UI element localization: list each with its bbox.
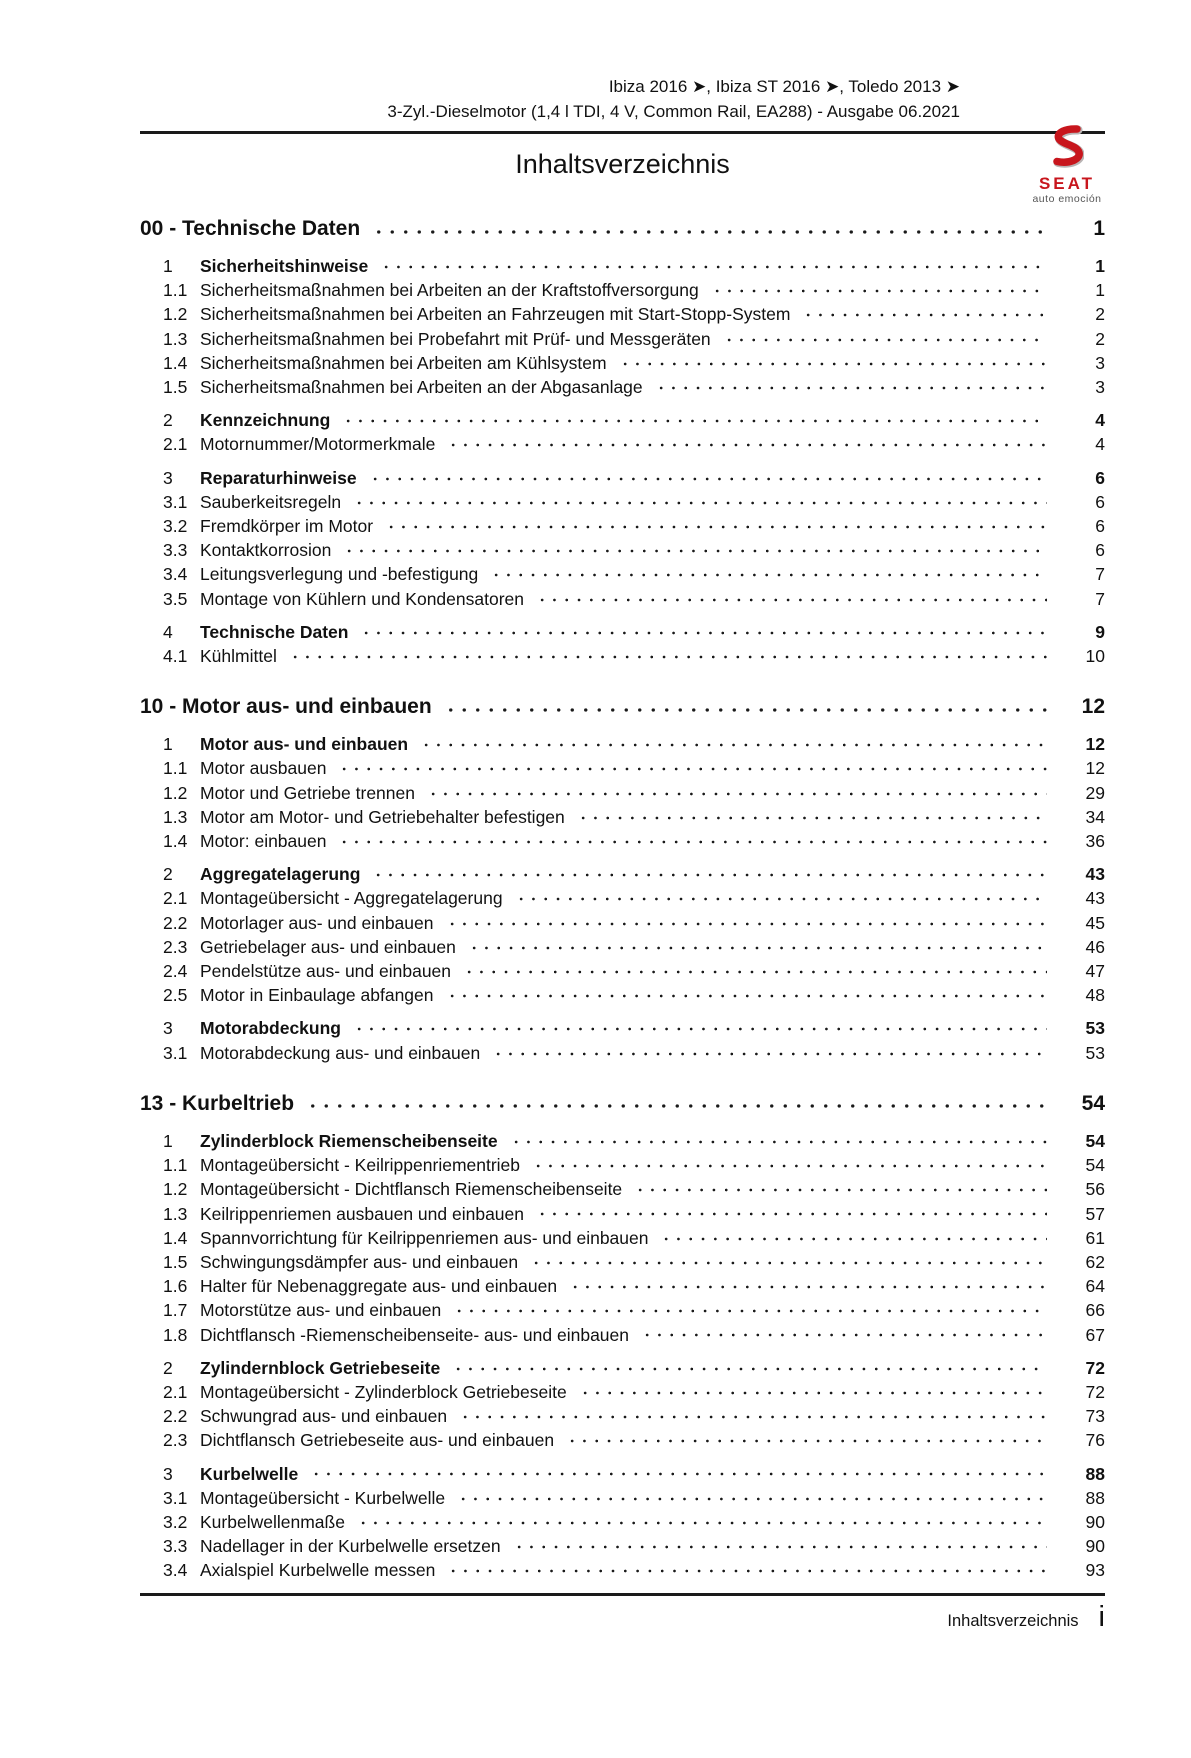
toc-entry-row[interactable] [140,644,1105,668]
dot-leader [338,756,1047,780]
toc-entry-title: Dichtflansch -Riemenscheibenseite- aus- und einbauen [200,1324,629,1345]
dot-leader [444,690,1047,723]
toc-entry-page: 7 [1095,588,1105,609]
toc-entry-page: 73 [1085,1406,1105,1427]
toc-entry-page: 10 [1085,646,1105,667]
toc-entry-page: 4 [1095,434,1105,455]
dot-leader [353,1016,1047,1040]
toc-entry-title: Montageübersicht - Kurbelwelle [200,1487,446,1508]
toc-entry-number: 1.2 [163,1179,188,1200]
toc-entry-row[interactable] [140,1177,1105,1201]
toc-entry-title: Spannvorrichtung für Keilrippenriemen aus- und einbauen [200,1227,649,1248]
toc-entry-number: 1.8 [163,1324,188,1345]
toc-entry-title: Motor: einbauen [200,831,327,852]
toc-entry-number: 3 [163,1463,173,1484]
dot-leader [369,466,1047,490]
dot-leader [515,886,1047,910]
toc-entry-number: 3.5 [163,588,188,609]
toc-list [140,212,1105,1583]
toc-entry-page: 7 [1095,564,1105,585]
toc-entry-number: 3.3 [163,540,188,561]
dot-leader [513,1534,1047,1558]
toc-entry-number: 3 [163,467,173,488]
toc-entry-row[interactable] [140,1380,1105,1404]
dot-leader [447,1558,1047,1582]
dot-leader [532,1153,1047,1177]
dot-leader [380,254,1047,278]
toc-entry-number: 1 [163,1130,173,1151]
dot-leader [655,375,1047,399]
dot-leader [385,514,1047,538]
toc-entry-title: Montageübersicht - Dichtflansch Riemenscheibenseite [200,1179,623,1200]
toc-entry-title: Zylindernblock Getriebeseite [200,1357,441,1378]
toc-entry-row[interactable] [140,562,1105,586]
dot-leader [447,432,1047,456]
toc-entry-page: 57 [1085,1203,1105,1224]
toc-entry-title: Schwingungsdämpfer aus- und einbauen [200,1251,519,1272]
toc-entry-title: 10 - Motor aus- und einbauen [140,695,432,719]
toc-entry-page: 56 [1085,1179,1105,1200]
dot-leader [468,935,1047,959]
toc-entry-page: 45 [1085,912,1105,933]
toc-entry-row[interactable] [140,1298,1105,1322]
dot-leader [510,1129,1047,1153]
toc-entry-page: 88 [1085,1487,1105,1508]
toc-entry-row[interactable] [140,375,1105,399]
toc-entry-title: Sicherheitsmaßnahmen bei Arbeiten an der Kraftstoffversorgung [200,280,699,301]
toc-entry-number: 1.1 [163,758,188,779]
dot-leader [446,983,1047,1007]
toc-entry-number: 1.5 [163,1251,188,1272]
toc-entry-title: Motor ausbauen [200,758,327,779]
toc-entry-number: 4 [163,621,173,642]
toc-entry-row[interactable] [140,983,1105,1007]
toc-entry-row[interactable] [140,538,1105,562]
toc-entry-page: 3 [1095,352,1105,373]
dot-leader [530,1250,1047,1274]
toc-entry-page: 36 [1085,831,1105,852]
toc-entry-page: 29 [1085,782,1105,803]
dot-leader [306,1087,1047,1120]
dot-leader [459,1404,1047,1428]
toc-entry-page: 72 [1085,1357,1105,1378]
toc-entry-row[interactable] [140,732,1105,756]
seat-s-emblem-icon [1050,124,1084,170]
toc-entry-page: 93 [1085,1560,1105,1581]
toc-entry-page: 53 [1085,1042,1105,1063]
dot-leader [343,538,1047,562]
toc-entry-number: 2.2 [163,1406,188,1427]
toc-entry-title: Nadellager in der Kurbelwelle ersetzen [200,1536,501,1557]
toc-entry-row[interactable] [140,1016,1105,1040]
dot-leader [492,1041,1047,1065]
footer-divider [140,1593,1105,1596]
toc-entry-title: Halter für Nebenaggregate aus- und einbauen [200,1276,558,1297]
header-divider [140,131,1105,134]
toc-entry-title: Kennzeichnung [200,410,331,431]
toc-entry-row[interactable] [140,1226,1105,1250]
toc-entry-page: 64 [1085,1276,1105,1297]
toc-entry-title: Pendelstütze aus- und einbauen [200,961,452,982]
toc-entry-title: Kurbelwellenmaße [200,1511,345,1532]
toc-entry-page: 12 [1085,758,1105,779]
toc-entry-row[interactable] [140,886,1105,910]
dot-leader [372,212,1047,245]
toc-entry-title: Sicherheitsmaßnahmen bei Probefahrt mit Prüf- und Messgeräten [200,328,711,349]
toc-entry-number: 3.3 [163,1536,188,1557]
dot-leader [723,327,1047,351]
toc-entry-title: 00 - Technische Daten [140,217,361,240]
toc-entry-row[interactable] [140,1041,1105,1065]
seat-logo [1025,124,1109,205]
toc-entry-number: 3 [163,1018,173,1039]
toc-entry-page: 1 [1095,256,1105,276]
toc-entry-row[interactable] [140,278,1105,302]
toc-entry-row[interactable] [140,327,1105,351]
toc-entry-row[interactable] [140,1202,1105,1226]
toc-entry-title: Fremdkörper im Motor [200,516,374,537]
toc-entry-row[interactable] [140,911,1105,935]
toc-entry-title: Kurbelwelle [200,1463,299,1484]
toc-entry-row[interactable] [140,959,1105,983]
toc-entry-row[interactable] [140,1510,1105,1534]
dot-leader [357,1510,1047,1534]
toc-entry-title: 13 - Kurbeltrieb [140,1091,295,1115]
toc-entry-title: Reparaturhinweise [200,467,357,488]
dot-leader [452,1356,1047,1380]
toc-entry-page: 48 [1085,985,1105,1006]
toc-entry-page: 76 [1085,1430,1105,1451]
toc-entry-number: 3.1 [163,1487,188,1508]
toc-entry-row[interactable] [140,756,1105,780]
footer-section-label: Inhaltsverzeichnis [947,1611,1079,1630]
toc-entry-row[interactable] [140,805,1105,829]
footer-page-number: i [1098,1600,1105,1633]
dot-leader [536,587,1047,611]
toc-entry-number: 2 [163,864,173,885]
toc-entry-row[interactable] [140,1129,1105,1153]
toc-entry-number: 1.3 [163,328,188,349]
toc-entry-page: 67 [1085,1324,1105,1345]
toc-entry-page: 34 [1085,806,1105,827]
seat-logo-tagline: auto emoción [1032,193,1102,205]
toc-entry-row[interactable] [140,302,1105,326]
dot-leader [802,302,1047,326]
dot-leader [660,1226,1047,1250]
toc-entry-title: Kühlmittel [200,646,277,667]
toc-entry-page: 6 [1095,467,1105,488]
toc-entry-title: Montageübersicht - Keilrippenriementrieb [200,1155,521,1176]
toc-entry-page: 1 [1095,280,1105,301]
toc-entry-title: Motor in Einbaulage abfangen [200,985,434,1006]
dot-leader [457,1486,1047,1510]
toc-entry-row[interactable] [140,620,1105,644]
toc-entry-row[interactable] [140,1462,1105,1486]
dot-leader [453,1298,1047,1322]
toc-entry-title: Sauberkeitsregeln [200,491,342,512]
toc-entry-title: Motor und Getriebe trennen [200,782,415,803]
toc-entry-row[interactable] [140,1486,1105,1510]
dot-leader [490,562,1047,586]
toc-entry-number: 3.4 [163,564,188,585]
dot-leader [569,1274,1047,1298]
toc-entry-page: 6 [1095,516,1105,537]
toc-entry-row[interactable] [140,829,1105,853]
toc-entry-page: 1 [1093,217,1105,240]
toc-entry-page: 90 [1085,1536,1105,1557]
document-footer [140,1602,1105,1632]
toc-entry-title: Sicherheitsmaßnahmen bei Arbeiten an Fahrzeugen mit Start-Stopp-System [200,304,791,325]
toc-entry-row[interactable] [140,1323,1105,1347]
toc-entry-page: 2 [1095,328,1105,349]
dot-leader [427,781,1047,805]
toc-entry-row[interactable] [140,466,1105,490]
toc-entry-number: 1.5 [163,377,188,398]
toc-entry-row[interactable] [140,862,1105,886]
toc-entry-row[interactable] [140,254,1105,278]
dot-leader [360,620,1047,644]
toc-entry-title: Leitungsverlegung und -befestigung [200,564,479,585]
toc-entry-number: 2 [163,1357,173,1378]
toc-entry-title: Getriebelager aus- und einbauen [200,936,456,957]
toc-entry-number: 1.3 [163,1203,188,1224]
toc-entry-number: 2 [163,410,173,431]
toc-entry-page: 4 [1095,410,1105,431]
toc-entry-number: 1.7 [163,1300,188,1321]
toc-entry-page: 66 [1085,1300,1105,1321]
toc-entry-number: 2.2 [163,912,188,933]
toc-entry-number: 1.4 [163,352,188,373]
toc-entry-number: 1 [163,256,173,276]
toc-entry-number: 1.1 [163,1155,188,1176]
dot-leader [711,278,1047,302]
toc-entry-number: 2.4 [163,961,188,982]
toc-entry-page: 72 [1085,1381,1105,1402]
toc-entry-row[interactable] [140,1534,1105,1558]
toc-entry-row[interactable] [140,781,1105,805]
toc-entry-title: Motornummer/Motormerkmale [200,434,436,455]
toc-entry-title: Motor am Motor- und Getriebehalter befestigen [200,806,565,827]
toc-entry-number: 3.2 [163,1511,188,1532]
toc-entry-row[interactable] [140,514,1105,538]
page-title: Inhaltsverzeichnis [515,149,730,179]
toc-entry-page: 47 [1085,961,1105,982]
toc-entry-row[interactable] [140,1558,1105,1582]
toc-entry-row[interactable] [140,1404,1105,1428]
toc-entry-title: Motorlager aus- und einbauen [200,912,434,933]
dot-leader [577,805,1047,829]
toc-entry-number: 1.3 [163,806,188,827]
toc-entry-number: 1.2 [163,782,188,803]
toc-entry-title: Motorabdeckung aus- und einbauen [200,1042,481,1063]
toc-entry-page: 90 [1085,1511,1105,1532]
toc-entry-number: 1 [163,734,173,755]
toc-entry-row[interactable] [140,587,1105,611]
toc-entry-title: Montageübersicht - Aggregatelagerung [200,888,503,909]
toc-entry-number: 2.3 [163,1430,188,1451]
toc-entry-number: 1.6 [163,1276,188,1297]
toc-entry-number: 2.5 [163,985,188,1006]
dot-leader [372,862,1047,886]
toc-entry-number: 2.1 [163,888,188,909]
toc-entry-title: Montage von Kühlern und Kondensatoren [200,588,524,609]
toc-entry-row[interactable] [140,935,1105,959]
toc-entry-number: 1.2 [163,304,188,325]
toc-entry-row[interactable] [140,1428,1105,1452]
dot-leader [420,732,1047,756]
toc-entry-title: Sicherheitsmaßnahmen bei Arbeiten am Kühlsystem [200,352,607,373]
toc-chapter-row[interactable] [140,212,1105,245]
toc-entry-number: 3.1 [163,491,188,512]
toc-entry-page: 43 [1085,888,1105,909]
toc-entry-title: Aggregatelagerung [200,864,361,885]
toc-entry-number: 3.2 [163,516,188,537]
dot-leader [579,1380,1047,1404]
toc-entry-row[interactable] [140,490,1105,514]
toc-entry-title: Kontaktkorrosion [200,540,332,561]
seat-logo-wordmark: SEAT [1038,174,1096,193]
toc-entry-row[interactable] [140,432,1105,456]
toc-entry-number: 2.3 [163,936,188,957]
toc-chapter-row[interactable] [140,690,1105,723]
dot-leader [289,644,1047,668]
toc-entry-page: 53 [1085,1018,1105,1039]
toc-entry-number: 1.1 [163,280,188,301]
toc-entry-page: 54 [1081,1091,1105,1115]
toc-entry-row[interactable] [140,1274,1105,1298]
dot-leader [566,1428,1047,1452]
toc-entry-page: 12 [1085,734,1105,755]
dot-leader [310,1462,1047,1486]
toc-entry-title: Motor aus- und einbauen [200,734,409,755]
toc-entry-page: 6 [1095,540,1105,561]
header-models-line: Ibiza 2016 ➤, Ibiza ST 2016 ➤, Toledo 2013 ➤ [608,77,960,96]
toc-entry-title: Motorstütze aus- und einbauen [200,1300,442,1321]
toc-entry-number: 2.1 [163,434,188,455]
toc-entry-page: 2 [1095,304,1105,325]
header-engine-line: 3-Zyl.-Dieselmotor (1,4 l TDI, 4 V, Common Rail, EA288) - Ausgabe 06.2021 [387,102,960,121]
toc-entry-title: Sicherheitshinweise [200,256,369,276]
toc-entry-number: 4.1 [163,646,188,667]
dot-leader [342,408,1047,432]
dot-leader [446,911,1048,935]
toc-entry-page: 3 [1095,377,1105,398]
toc-entry-page: 43 [1085,864,1105,885]
toc-entry-title: Montageübersicht - Zylinderblock Getriebeseite [200,1381,567,1402]
toc-entry-number: 1.4 [163,1227,188,1248]
toc-chapter-row[interactable] [140,1087,1105,1120]
toc-entry-title: Keilrippenriemen ausbauen und einbauen [200,1203,524,1224]
toc-entry-number: 3.4 [163,1560,188,1581]
dot-leader [619,351,1047,375]
dot-leader [536,1202,1047,1226]
toc-entry-page: 54 [1085,1130,1105,1151]
toc-entry-title: Motorabdeckung [200,1018,341,1039]
toc-entry-row[interactable] [140,1356,1105,1380]
toc-entry-page: 61 [1085,1227,1105,1248]
toc-entry-page: 62 [1085,1251,1105,1272]
toc-entry-page: 12 [1081,695,1105,719]
toc-entry-row[interactable] [140,351,1105,375]
document-header [140,74,1105,134]
dot-leader [463,959,1047,983]
toc-entry-row[interactable] [140,408,1105,432]
toc-entry-title: Sicherheitsmaßnahmen bei Arbeiten an der Abgasanlage [200,377,643,398]
toc-entry-title: Technische Daten [200,621,349,642]
toc-entry-title: Axialspiel Kurbelwelle messen [200,1560,436,1581]
toc-entry-title: Dichtflansch Getriebeseite aus- und einbauen [200,1430,555,1451]
toc-entry-number: 3.1 [163,1042,188,1063]
dot-leader [353,490,1047,514]
toc-entry-number: 1.4 [163,831,188,852]
toc-entry-page: 54 [1085,1155,1105,1176]
toc-entry-title: Schwungrad aus- und einbauen [200,1406,448,1427]
dot-leader [634,1177,1047,1201]
dot-leader [338,829,1047,853]
toc-entry-page: 88 [1085,1463,1105,1484]
toc-entry-page: 6 [1095,491,1105,512]
toc-entry-page: 9 [1095,621,1105,642]
toc-entry-title: Zylinderblock Riemenscheibenseite [200,1130,498,1151]
toc-entry-row[interactable] [140,1153,1105,1177]
toc-entry-number: 2.1 [163,1381,188,1402]
dot-leader [641,1323,1047,1347]
toc-entry-page: 46 [1085,936,1105,957]
toc-entry-row[interactable] [140,1250,1105,1274]
